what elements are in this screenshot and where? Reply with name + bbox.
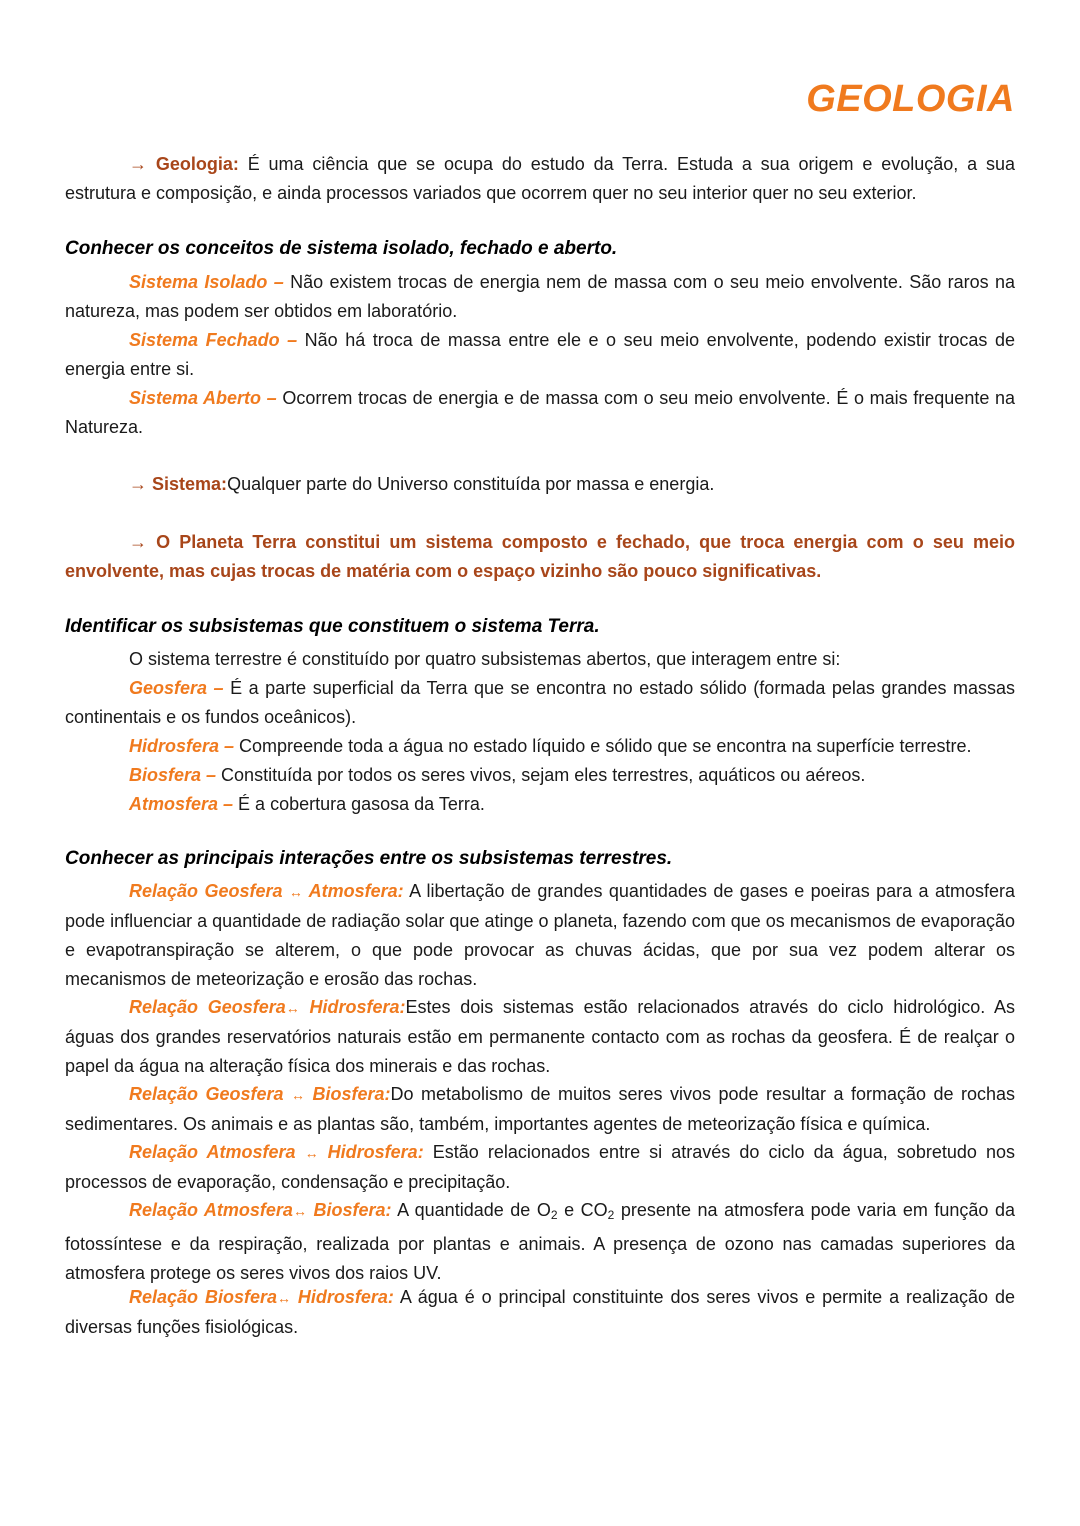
intro-paragraph xyxy=(65,150,1015,208)
relation-text: Estão relacionados entre si através do ciclo da água, sobretudo nos processos de evaporação, condensação e precipitação. xyxy=(65,1142,1015,1192)
list-item-isolated xyxy=(65,268,1015,326)
relation-biosfera-hidrosfera xyxy=(65,1283,1015,1342)
term-text: Ocorrem trocas de energia e de massa com o seu meio envolvente. É o mais frequente na Natureza. xyxy=(65,388,1016,437)
relation-atmosfera-hidrosfera xyxy=(65,1138,1015,1197)
arrow-icon: → xyxy=(129,154,147,174)
relation-text: A água é o principal constituinte dos seres vivos e permite a realização de diversas funções fisiológicas. xyxy=(65,1287,1015,1337)
relation-text: Estes dois sistemas estão relacionados através do ciclo hidrológico. As águas dos grandes reservatórios naturais estão em permanente contacto com as rochas da geosfera. É de realçar o papel da água na alteração física dos minerais e das rochas. xyxy=(65,997,1016,1076)
definition-label: Sistema: xyxy=(152,474,228,494)
list-item-biosfera xyxy=(65,761,1015,790)
relation-label: Relação Geosfera↔ Hidrosfera: xyxy=(129,997,406,1017)
relation-label: Relação Geosfera ↔ Biosfera: xyxy=(129,1084,391,1104)
definition-text: É uma ciência que se ocupa do estudo da Terra. Estuda a sua origem e evolução, a sua estrutura e composição, e ainda processos variados que ocorrem quer no seu interior quer no seu exterior. xyxy=(65,154,1015,203)
relation-label: Relação Geosfera ↔ Atmosfera: xyxy=(129,881,404,901)
relation-text: Do metabolismo de muitos seres vivos pode resultar a formação de rochas sedimentares. Os animais e as plantas são, também, importantes agentes de meteorização física e química. xyxy=(65,1084,1016,1134)
list-item-closed xyxy=(65,326,1015,384)
list-item-atmosfera xyxy=(65,790,1015,819)
section-heading-subsystems: Identificar os subsistemas que constituem o sistema Terra. xyxy=(65,616,600,637)
list-item-open xyxy=(65,384,1015,442)
relation-text: A libertação de grandes quantidades de gases e poeiras para a atmosfera pode influenciar a quantidade de radiação solar que atinge o planeta, fazendo com que os mecanismos de evaporação e evapotranspiração se alterem, o que pode provocar as chuvas ácidas, que por sua vez podem alterar os mecanismos de meteorização e erosão das rochas. xyxy=(65,881,1016,989)
sistema-definition xyxy=(65,470,1015,499)
term: Hidrosfera – xyxy=(129,736,240,756)
bidirectional-arrow-icon: ↔ xyxy=(285,1000,300,1016)
bidirectional-arrow-icon: ↔ xyxy=(292,1203,307,1219)
bidirectional-arrow-icon: ↔ xyxy=(304,1145,319,1161)
statement-text: O Planeta Terra constitui um sistema composto e fechado, que troca energia com o seu meio envolvente, mas cujas trocas de matéria com o espaço vizinho são pouco significativas. xyxy=(65,532,1015,581)
section-heading-interactions: Conhecer as principais interações entre os subsistemas terrestres. xyxy=(65,848,673,869)
bidirectional-arrow-icon: ↔ xyxy=(291,1087,306,1103)
term-text: É a parte superficial da Terra que se encontra no estado sólido (formada pelas grandes massas continentais e os fundos oceânicos). xyxy=(65,678,1015,727)
term: Sistema Fechado – xyxy=(129,330,305,350)
term-text: Constituída por todos os seres vivos, sejam eles terrestres, aquáticos ou aéreos. xyxy=(221,765,866,785)
term-text: Não há troca de massa entre ele e o seu meio envolvente, podendo existir trocas de energia entre si. xyxy=(65,330,1015,379)
term: Sistema Aberto – xyxy=(129,388,283,408)
term: Biosfera – xyxy=(129,765,222,785)
term: Sistema Isolado – xyxy=(129,272,291,292)
definition-text: Qualquer parte do Universo constituída por massa e energia. xyxy=(227,474,715,494)
arrow-icon: → xyxy=(129,532,147,552)
relation-geosfera-biosfera xyxy=(65,1080,1015,1139)
relation-geosfera-hidrosfera xyxy=(65,993,1015,1081)
bidirectional-arrow-icon: ↔ xyxy=(276,1290,291,1306)
term: Geosfera – xyxy=(129,678,231,698)
relation-text: A quantidade de $O_2$ e $CO_2$ presente na atmosfera pode varia em função da fotossíntese e da respiração, realizada por plantas e animais. A presença de ozono nas camadas superiores da atmosfera protege os seres vivos dos raios UV. xyxy=(65,1200,1015,1283)
relation-label: Relação Biosfera↔ Hidrosfera: xyxy=(129,1287,394,1307)
list-item-hidrosfera xyxy=(65,732,1015,761)
subsystems-intro: O sistema terrestre é constituído por quatro subsistemas abertos, que interagem entre si: xyxy=(129,649,841,669)
page-title: GEOLOGIA xyxy=(806,78,1015,120)
relation-label: Relação Atmosfera ↔ Hidrosfera: xyxy=(129,1142,424,1162)
relation-atmosfera-biosfera xyxy=(65,1196,1015,1288)
relation-label: Relação Atmosfera↔ Biosfera: xyxy=(129,1200,392,1220)
definition-label: Geologia: xyxy=(155,154,239,174)
term-text: Compreende toda a água no estado líquido e sólido que se encontra na superfície terrestre. xyxy=(239,736,972,756)
term: Atmosfera – xyxy=(129,794,239,814)
relation-geosfera-atmosfera xyxy=(65,877,1015,994)
arrow-icon: → xyxy=(129,474,147,494)
term-text: É a cobertura gasosa da Terra. xyxy=(238,794,485,814)
section-heading-systems: Conhecer os conceitos de sistema isolado, fechado e aberto. xyxy=(65,238,618,259)
bidirectional-arrow-icon: ↔ xyxy=(288,884,303,900)
planeta-statement xyxy=(65,528,1015,586)
term-text: Não existem trocas de energia nem de massa com o seu meio envolvente. São raros na natureza, mas podem ser obtidos em laboratório. xyxy=(65,272,1015,321)
list-item-geosfera xyxy=(65,674,1015,732)
